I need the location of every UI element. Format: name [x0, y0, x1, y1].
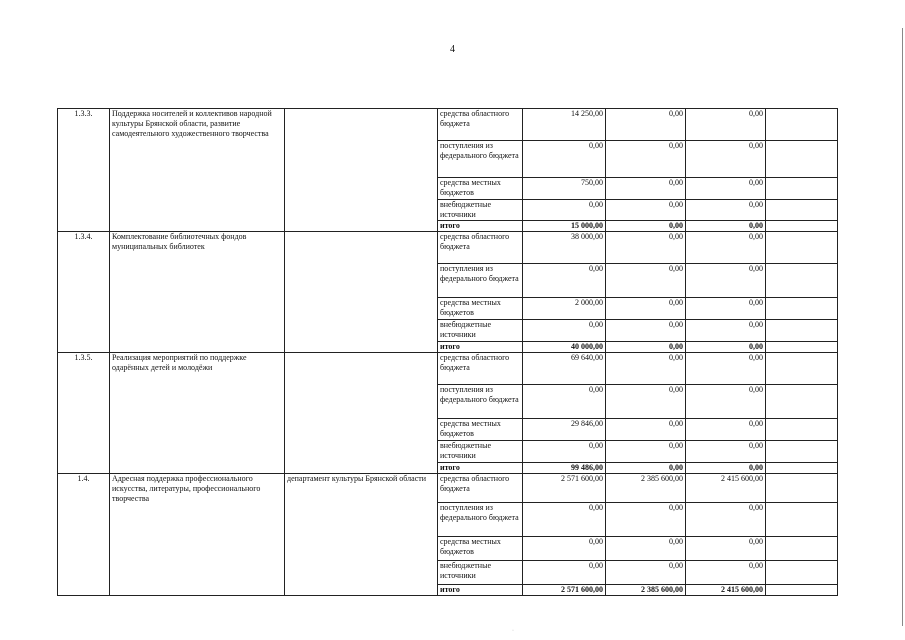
amount-year-2: 0,00	[606, 353, 686, 385]
amount-year-1: 0,00	[523, 141, 606, 178]
funding-source: итого	[438, 463, 523, 474]
page-edge-line	[902, 28, 903, 626]
amount-year-1: 0,00	[523, 561, 606, 585]
empty-cell	[766, 342, 838, 353]
amount-year-3: 2 415 600,00	[686, 474, 766, 503]
funding-source: внебюджетные источники	[438, 561, 523, 585]
amount-year-2: 0,00	[606, 463, 686, 474]
amount-year-1: 38 000,00	[523, 232, 606, 264]
funding-source: средства областного бюджета	[438, 109, 523, 141]
amount-year-3: 0,00	[686, 200, 766, 221]
table-row	[58, 353, 838, 385]
empty-cell	[766, 585, 838, 596]
amount-year-1: 0,00	[523, 441, 606, 463]
empty-cell	[766, 441, 838, 463]
amount-year-3: 0,00	[686, 419, 766, 441]
item-title: Комплектование библиотечных фондов муниципальных библиотек	[110, 232, 285, 353]
item-executor	[285, 109, 438, 232]
amount-year-1: 14 250,00	[523, 109, 606, 141]
empty-cell	[766, 474, 838, 503]
amount-year-3: 0,00	[686, 503, 766, 537]
amount-year-1: 2 000,00	[523, 298, 606, 320]
amount-year-3: 0,00	[686, 353, 766, 385]
amount-year-1: 0,00	[523, 320, 606, 342]
empty-cell	[766, 141, 838, 178]
amount-year-2: 0,00	[606, 561, 686, 585]
empty-cell	[766, 561, 838, 585]
amount-year-2: 0,00	[606, 221, 686, 232]
amount-year-2: 0,00	[606, 503, 686, 537]
amount-year-2: 2 385 600,00	[606, 585, 686, 596]
table-row	[58, 232, 838, 264]
empty-cell	[766, 298, 838, 320]
empty-cell	[766, 221, 838, 232]
funding-source: поступления из федерального бюджета	[438, 385, 523, 419]
amount-year-3: 0,00	[686, 221, 766, 232]
funding-source: средства местных бюджетов	[438, 298, 523, 320]
amount-year-2: 0,00	[606, 419, 686, 441]
amount-year-1: 2 571 600,00	[523, 474, 606, 503]
amount-year-2: 0,00	[606, 178, 686, 200]
item-number: 1.3.5.	[58, 353, 110, 474]
amount-year-3: 0,00	[686, 298, 766, 320]
table-row	[58, 109, 838, 141]
amount-year-3: 0,00	[686, 385, 766, 419]
item-executor	[285, 353, 438, 474]
amount-year-1: 69 640,00	[523, 353, 606, 385]
amount-year-1: 0,00	[523, 385, 606, 419]
funding-source: средства областного бюджета	[438, 474, 523, 503]
funding-source: поступления из федерального бюджета	[438, 141, 523, 178]
amount-year-1: 0,00	[523, 503, 606, 537]
empty-cell	[766, 537, 838, 561]
amount-year-1: 40 000,00	[523, 342, 606, 353]
amount-year-1: 99 486,00	[523, 463, 606, 474]
amount-year-2: 0,00	[606, 109, 686, 141]
amount-year-3: 0,00	[686, 109, 766, 141]
amount-year-3: 0,00	[686, 264, 766, 298]
amount-year-3: 0,00	[686, 178, 766, 200]
empty-cell	[766, 109, 838, 141]
amount-year-3: 0,00	[686, 463, 766, 474]
funding-source: итого	[438, 342, 523, 353]
page-number: 4	[450, 44, 455, 55]
amount-year-3: 0,00	[686, 232, 766, 264]
table-row	[58, 474, 838, 503]
funding-source: средства областного бюджета	[438, 232, 523, 264]
amount-year-2: 0,00	[606, 441, 686, 463]
funding-source: средства местных бюджетов	[438, 537, 523, 561]
funding-source: итого	[438, 585, 523, 596]
amount-year-2: 0,00	[606, 264, 686, 298]
amount-year-2: 0,00	[606, 385, 686, 419]
amount-year-3: 2 415 600,00	[686, 585, 766, 596]
funding-source: поступления из федерального бюджета	[438, 503, 523, 537]
amount-year-3: 0,00	[686, 320, 766, 342]
amount-year-2: 0,00	[606, 320, 686, 342]
empty-cell	[766, 419, 838, 441]
funding-source: внебюджетные источники	[438, 320, 523, 342]
funding-source: средства областного бюджета	[438, 353, 523, 385]
funding-source: внебюджетные источники	[438, 441, 523, 463]
empty-cell	[766, 178, 838, 200]
funding-source: поступления из федерального бюджета	[438, 264, 523, 298]
item-number: 1.3.3.	[58, 109, 110, 232]
amount-year-3: 0,00	[686, 441, 766, 463]
amount-year-2: 0,00	[606, 537, 686, 561]
item-number: 1.4.	[58, 474, 110, 596]
item-number: 1.3.4.	[58, 232, 110, 353]
amount-year-2: 0,00	[606, 342, 686, 353]
item-title: Адресная поддержка профессионального искусства, литературы, профессионального творчества	[110, 474, 285, 596]
amount-year-1: 0,00	[523, 537, 606, 561]
item-executor: департамент культуры Брянской области	[285, 474, 438, 596]
amount-year-2: 0,00	[606, 141, 686, 178]
amount-year-1: 15 000,00	[523, 221, 606, 232]
budget-table	[57, 108, 838, 596]
empty-cell	[766, 353, 838, 385]
amount-year-1: 750,00	[523, 178, 606, 200]
scan-mark: ·	[512, 628, 514, 634]
funding-source: средства местных бюджетов	[438, 419, 523, 441]
funding-source: средства местных бюджетов	[438, 178, 523, 200]
amount-year-3: 0,00	[686, 537, 766, 561]
item-executor	[285, 232, 438, 353]
funding-source: внебюджетные источники	[438, 200, 523, 221]
empty-cell	[766, 503, 838, 537]
item-title: Реализация мероприятий по поддержке одарённых детей и молодёжи	[110, 353, 285, 474]
amount-year-3: 0,00	[686, 561, 766, 585]
amount-year-2: 2 385 600,00	[606, 474, 686, 503]
empty-cell	[766, 200, 838, 221]
empty-cell	[766, 264, 838, 298]
amount-year-3: 0,00	[686, 141, 766, 178]
amount-year-2: 0,00	[606, 232, 686, 264]
item-title: Поддержка носителей и коллективов народной культуры Брянской области, развитие самодеятельного художественного творчества	[110, 109, 285, 232]
empty-cell	[766, 320, 838, 342]
amount-year-1: 2 571 600,00	[523, 585, 606, 596]
empty-cell	[766, 232, 838, 264]
empty-cell	[766, 385, 838, 419]
empty-cell	[766, 463, 838, 474]
amount-year-1: 29 846,00	[523, 419, 606, 441]
amount-year-3: 0,00	[686, 342, 766, 353]
amount-year-1: 0,00	[523, 200, 606, 221]
amount-year-2: 0,00	[606, 298, 686, 320]
amount-year-2: 0,00	[606, 200, 686, 221]
funding-source: итого	[438, 221, 523, 232]
amount-year-1: 0,00	[523, 264, 606, 298]
